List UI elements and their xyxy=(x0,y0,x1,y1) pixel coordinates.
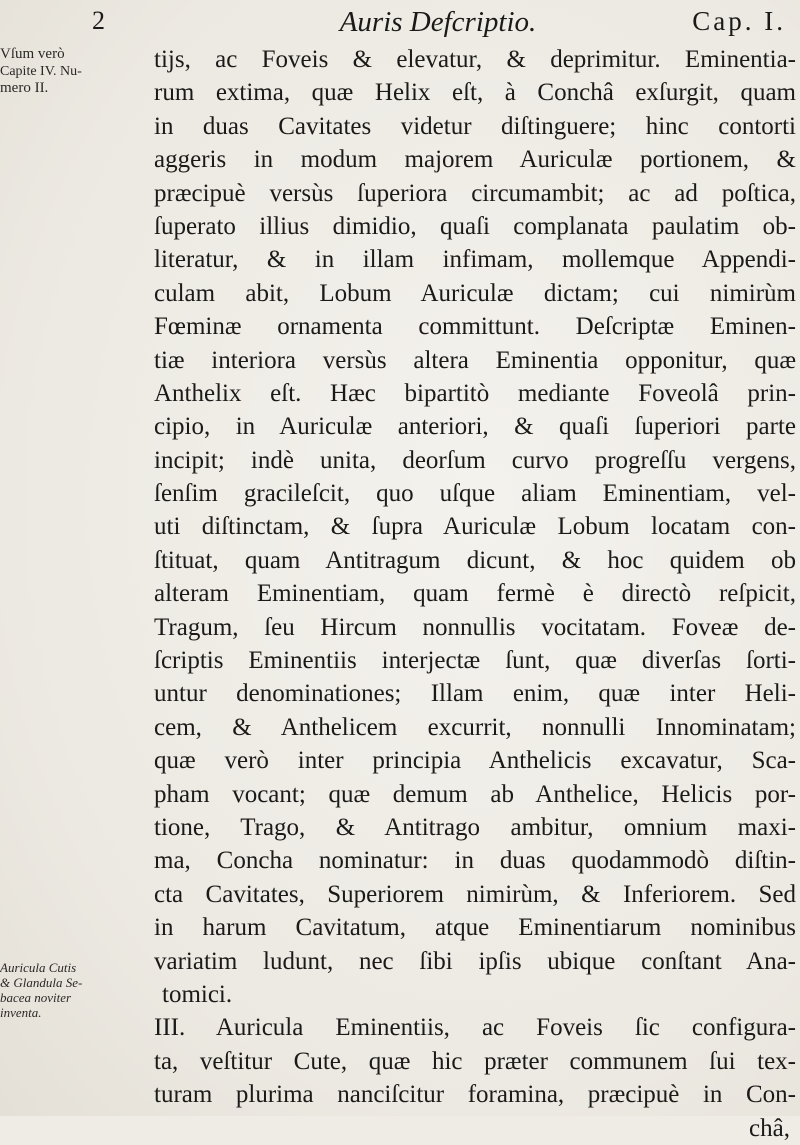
margin-note-line: Auricula Cutis xyxy=(0,960,77,975)
text-line: tijs, ac Foveis & elevatur, & deprimitur. Eminentia- xyxy=(154,46,796,73)
margin-note-auricula xyxy=(0,960,86,1020)
text-line: ſcriptis Eminentiis interjectæ ſunt, quæ diverſas ſorti- xyxy=(154,647,796,675)
text-line: in duas Cavitates videtur diſtinguere; hinc contorti xyxy=(154,112,796,140)
text-line: Anthelix eſt. Hæc bipartitò mediante Foveolâ prin- xyxy=(154,379,796,407)
margin-note-line: bacea noviter xyxy=(0,990,72,1005)
text-line: in harum Cavitatum, atque Eminentiarum nominibus xyxy=(154,914,796,942)
text-line: rum extima, quæ Helix eſt, à Conchâ exſurgit, quam xyxy=(154,79,796,107)
running-title: Auris Defcriptio. xyxy=(339,6,537,38)
text-line: ſenſim gracileſcit, quo uſque aliam Eminentiam, vel- xyxy=(154,480,796,508)
text-line: culam abit, Lobum Auriculæ dictam; cui nimirùm xyxy=(154,279,796,307)
text-line: untur denominationes; Illam enim, quæ inter Heli- xyxy=(154,680,796,708)
page-header xyxy=(90,6,786,40)
text-line: pham vocant; quæ demum ab Anthelice, Helicis por- xyxy=(154,780,796,808)
text-line: quæ verò inter principia Anthelicis excavatur, Sca- xyxy=(154,747,796,775)
text-line: Tragum, ſeu Hircum nonnullis vocitatam. Foveæ de- xyxy=(154,613,796,641)
text-line: tomici. xyxy=(162,980,233,1008)
text-line: tione, Trago, & Antitrago ambitur, omnium maxi- xyxy=(154,813,796,841)
page-number: 2 xyxy=(92,6,105,35)
margin-note-line: mero II. xyxy=(0,80,49,96)
margin-note-usum xyxy=(0,46,86,97)
margin-note-line: & Glandula Se- xyxy=(0,975,83,990)
text-line: châ, xyxy=(749,1114,790,1142)
body-text xyxy=(154,43,796,1145)
text-line: Fœminæ ornamenta committunt. Deſcriptæ Eminen- xyxy=(154,313,796,341)
text-line: ſuperato illius dimidio, quaſi complanata paulatim ob- xyxy=(154,212,796,240)
text-line: variatim ludunt, nec ſibi ipſis ubique conſtant Ana- xyxy=(154,947,796,975)
chapter-label: Cap. I. xyxy=(692,6,786,36)
text-line: incipit; indè unita, deorſum curvo progreſſu vergens, xyxy=(154,446,796,474)
margin-note-line: Vſum verò xyxy=(0,46,65,62)
text-line: uti diſtinctam, & ſupra Auriculæ Lobum locatam con- xyxy=(154,513,796,541)
text-line: III. Auricula Eminentiis, ac Foveis ſic configura- xyxy=(154,1014,796,1042)
text-line: cipio, in Auriculæ anteriori, & quaſi ſuperiori parte xyxy=(154,413,796,441)
text-line: ta, veſtitur Cute, quæ hic præter communem ſui tex- xyxy=(154,1047,796,1075)
text-line: præcipuè versùs ſuperiora circumambit; ac ad poſtica, xyxy=(154,179,796,207)
text-line: aggeris in modum majorem Auriculæ portionem, & xyxy=(154,146,796,174)
margin-note-line: inventa. xyxy=(0,1005,42,1020)
text-line: cta Cavitates, Superiorem nimirùm, & Inferiorem. Sed xyxy=(154,880,796,908)
text-line: cem, & Anthelicem excurrit, nonnulli Innominatam; xyxy=(154,713,796,741)
margin-note-line: Capite IV. Nu- xyxy=(0,64,82,79)
text-line: ſtituat, quam Antitragum dicunt, & hoc quidem ob xyxy=(154,546,796,574)
text-line: ma, Concha nominatur: in duas quodammodò diſtin- xyxy=(154,847,796,875)
text-line: tiæ interiora versùs altera Eminentia opponitur, quæ xyxy=(154,346,796,374)
text-line: literatur, & in illam infimam, mollemque Appendi- xyxy=(154,246,796,274)
text-line: alteram Eminentiam, quam fermè è directò reſpicit, xyxy=(154,580,796,608)
text-line: turam plurima nanciſcitur foramina, præcipuè in Con- xyxy=(154,1081,796,1109)
